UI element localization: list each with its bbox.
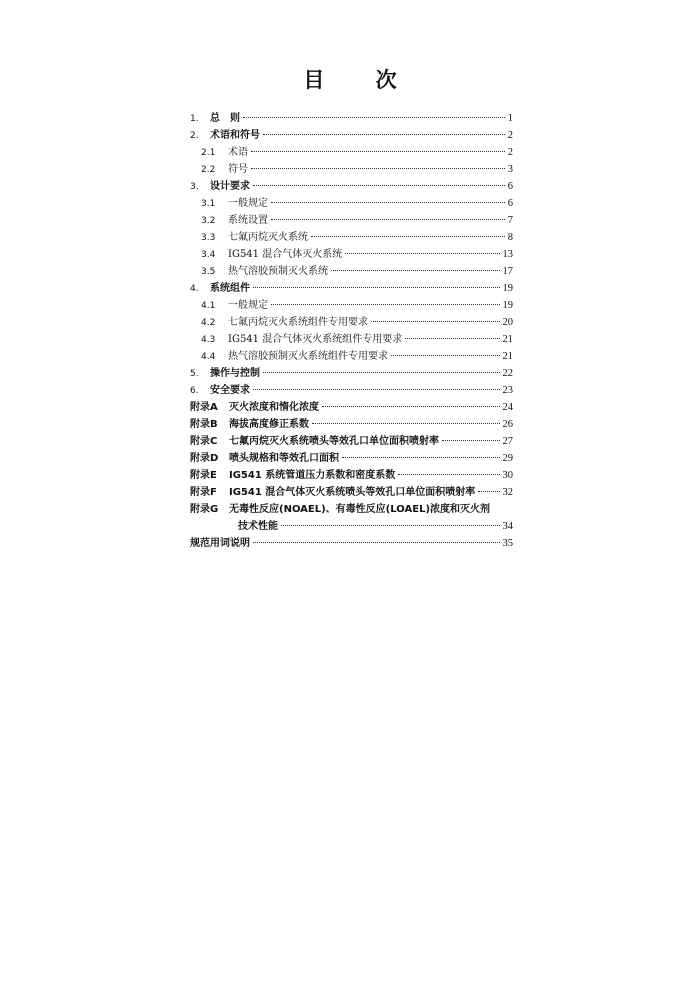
toc-entry[interactable] <box>190 110 513 127</box>
dot-leader <box>243 117 505 118</box>
toc-number: 3.1 <box>201 199 216 209</box>
toc-number: 6. <box>190 386 199 396</box>
toc-page-number: 7 <box>507 215 513 226</box>
toc-number: 附录B <box>190 419 218 430</box>
page-title: 目 次 <box>303 68 419 92</box>
toc-number: 4.3 <box>201 335 216 345</box>
toc-entry[interactable] <box>190 297 513 314</box>
toc-page-number: 30 <box>502 470 513 481</box>
dot-leader <box>331 270 500 271</box>
toc-label: 系统设置 <box>228 215 268 226</box>
toc-label: 七氟丙烷灭火系统喷头等效孔口单位面积喷射率 <box>229 436 439 447</box>
toc-page-number: 2 <box>507 130 513 141</box>
toc-number: 4.2 <box>201 318 216 328</box>
dot-leader <box>311 236 505 237</box>
dot-leader <box>391 355 500 356</box>
dot-leader <box>322 406 500 407</box>
toc-entry[interactable] <box>190 314 513 331</box>
toc-number: 4.1 <box>201 301 216 311</box>
toc-label: 技术性能 <box>238 521 278 532</box>
toc-entry[interactable] <box>190 246 513 263</box>
toc-label: 设计要求 <box>210 181 250 192</box>
toc-number: 3.3 <box>201 233 216 243</box>
toc-entry[interactable] <box>190 467 513 484</box>
toc-number: 3.5 <box>201 267 216 277</box>
toc-number: 附录F <box>190 487 217 498</box>
toc-entry[interactable] <box>190 501 513 518</box>
toc-page-number: 3 <box>507 164 513 175</box>
toc-label: 无毒性反应(NOAEL)、有毒性反应(LOAEL)浓度和灭火剂 <box>229 504 491 515</box>
toc-entry[interactable] <box>190 144 513 161</box>
toc-page-number: 21 <box>502 351 513 362</box>
toc-entry[interactable] <box>190 348 513 365</box>
toc-page-number: 20 <box>502 317 513 328</box>
toc-label: 总 则 <box>210 113 240 124</box>
toc-label: IG541 混合气体灭火系统喷头等效孔口单位面积喷射率 <box>229 487 476 498</box>
toc-entry[interactable] <box>190 399 513 416</box>
toc-number: 2.2 <box>201 165 216 175</box>
toc-page-number: 23 <box>502 385 513 396</box>
dot-leader <box>442 440 500 441</box>
toc-number: 附录D <box>190 453 219 464</box>
toc-entry[interactable] <box>190 535 513 552</box>
dot-leader <box>312 423 500 424</box>
toc-number: 5. <box>190 369 199 379</box>
toc-entry[interactable] <box>190 178 513 195</box>
toc-number: 4. <box>190 284 199 294</box>
toc-label: 安全要求 <box>210 385 250 396</box>
toc-number: 3. <box>190 182 199 192</box>
toc-label: 热气溶胶预制灭火系统 <box>228 266 328 277</box>
toc-page-number: 34 <box>502 521 513 532</box>
toc-entry[interactable] <box>190 450 513 467</box>
toc-page-number: 8 <box>507 232 513 243</box>
toc-entry[interactable] <box>190 382 513 399</box>
toc-page-number: 19 <box>502 300 513 311</box>
toc-entry[interactable] <box>190 263 513 280</box>
toc-number: 1. <box>190 114 199 124</box>
toc-number: 附录E <box>190 470 217 481</box>
dot-leader <box>253 542 500 543</box>
toc-page-number: 24 <box>502 402 513 413</box>
toc-label: 术语和符号 <box>210 130 260 141</box>
toc-page-number: 32 <box>502 487 513 498</box>
toc-label: 海拔高度修正系数 <box>229 419 309 430</box>
toc-number: 4.4 <box>201 352 216 362</box>
toc-number: 2. <box>190 131 199 141</box>
toc-label: 规范用词说明 <box>190 538 250 549</box>
toc-label: 七氟丙烷灭火系统组件专用要求 <box>228 317 368 328</box>
toc-label: 系统组件 <box>210 283 250 294</box>
toc-page-number: 1 <box>507 113 513 124</box>
toc-entry[interactable] <box>190 484 513 501</box>
toc-page-number: 17 <box>502 266 513 277</box>
toc-entry[interactable] <box>190 195 513 212</box>
dot-leader <box>263 372 500 373</box>
toc-label: 术语 <box>228 147 248 158</box>
toc-entry[interactable] <box>190 433 513 450</box>
toc-page-number: 6 <box>507 198 513 209</box>
toc-page-number: 26 <box>502 419 513 430</box>
toc-number: 附录A <box>190 402 218 413</box>
toc-label: 热气溶胶预制灭火系统组件专用要求 <box>228 351 388 362</box>
dot-leader <box>251 151 505 152</box>
dot-leader <box>371 321 500 322</box>
toc-label: IG541 系统管道压力系数和密度系数 <box>229 470 396 481</box>
dot-leader <box>271 219 505 220</box>
dot-leader <box>342 457 500 458</box>
toc-label: 符号 <box>228 164 248 175</box>
toc-label: 灭火浓度和惰化浓度 <box>229 402 319 413</box>
dot-leader <box>345 253 499 254</box>
toc-entry[interactable] <box>190 229 513 246</box>
toc-page-number: 6 <box>507 181 513 192</box>
dot-leader <box>253 287 500 288</box>
toc-page-number: 19 <box>502 283 513 294</box>
toc-page-number: 22 <box>502 368 513 379</box>
table-of-contents <box>190 110 513 552</box>
toc-entry[interactable] <box>190 280 513 297</box>
dot-leader <box>263 134 505 135</box>
toc-label: IG541 混合气体灭火系统 <box>228 249 343 260</box>
toc-page-number: 35 <box>502 538 513 549</box>
toc-number: 附录C <box>190 436 218 447</box>
dot-leader <box>251 168 505 169</box>
toc-page-number: 13 <box>502 249 513 260</box>
toc-page-number: 29 <box>502 453 513 464</box>
toc-label: 一般规定 <box>228 198 268 209</box>
toc-page-number: 21 <box>502 334 513 345</box>
toc-label: 喷头规格和等效孔口面积 <box>229 453 339 464</box>
toc-number: 2.1 <box>201 148 216 158</box>
toc-page-number: 2 <box>507 147 513 158</box>
toc-entry[interactable] <box>190 127 513 144</box>
toc-number: 附录G <box>190 504 219 515</box>
dot-leader <box>271 304 500 305</box>
toc-number: 3.2 <box>201 216 216 226</box>
toc-entry[interactable] <box>190 212 513 229</box>
dot-leader <box>271 202 505 203</box>
toc-entry-continuation[interactable] <box>190 518 513 535</box>
toc-label: 七氟丙烷灭火系统 <box>228 232 308 243</box>
toc-entry[interactable] <box>190 365 513 382</box>
dot-leader <box>281 525 500 526</box>
toc-number: 3.4 <box>201 250 216 260</box>
toc-entry[interactable] <box>190 161 513 178</box>
toc-label: IG541 混合气体灭火系统组件专用要求 <box>228 334 403 345</box>
dot-leader <box>405 338 499 339</box>
dot-leader <box>253 185 505 186</box>
toc-page-number: 27 <box>502 436 513 447</box>
toc-entry[interactable] <box>190 416 513 433</box>
toc-label: 一般规定 <box>228 300 268 311</box>
dot-leader <box>253 389 500 390</box>
toc-label: 操作与控制 <box>210 368 260 379</box>
toc-entry[interactable] <box>190 331 513 348</box>
dot-leader <box>478 491 499 492</box>
dot-leader <box>398 474 499 475</box>
